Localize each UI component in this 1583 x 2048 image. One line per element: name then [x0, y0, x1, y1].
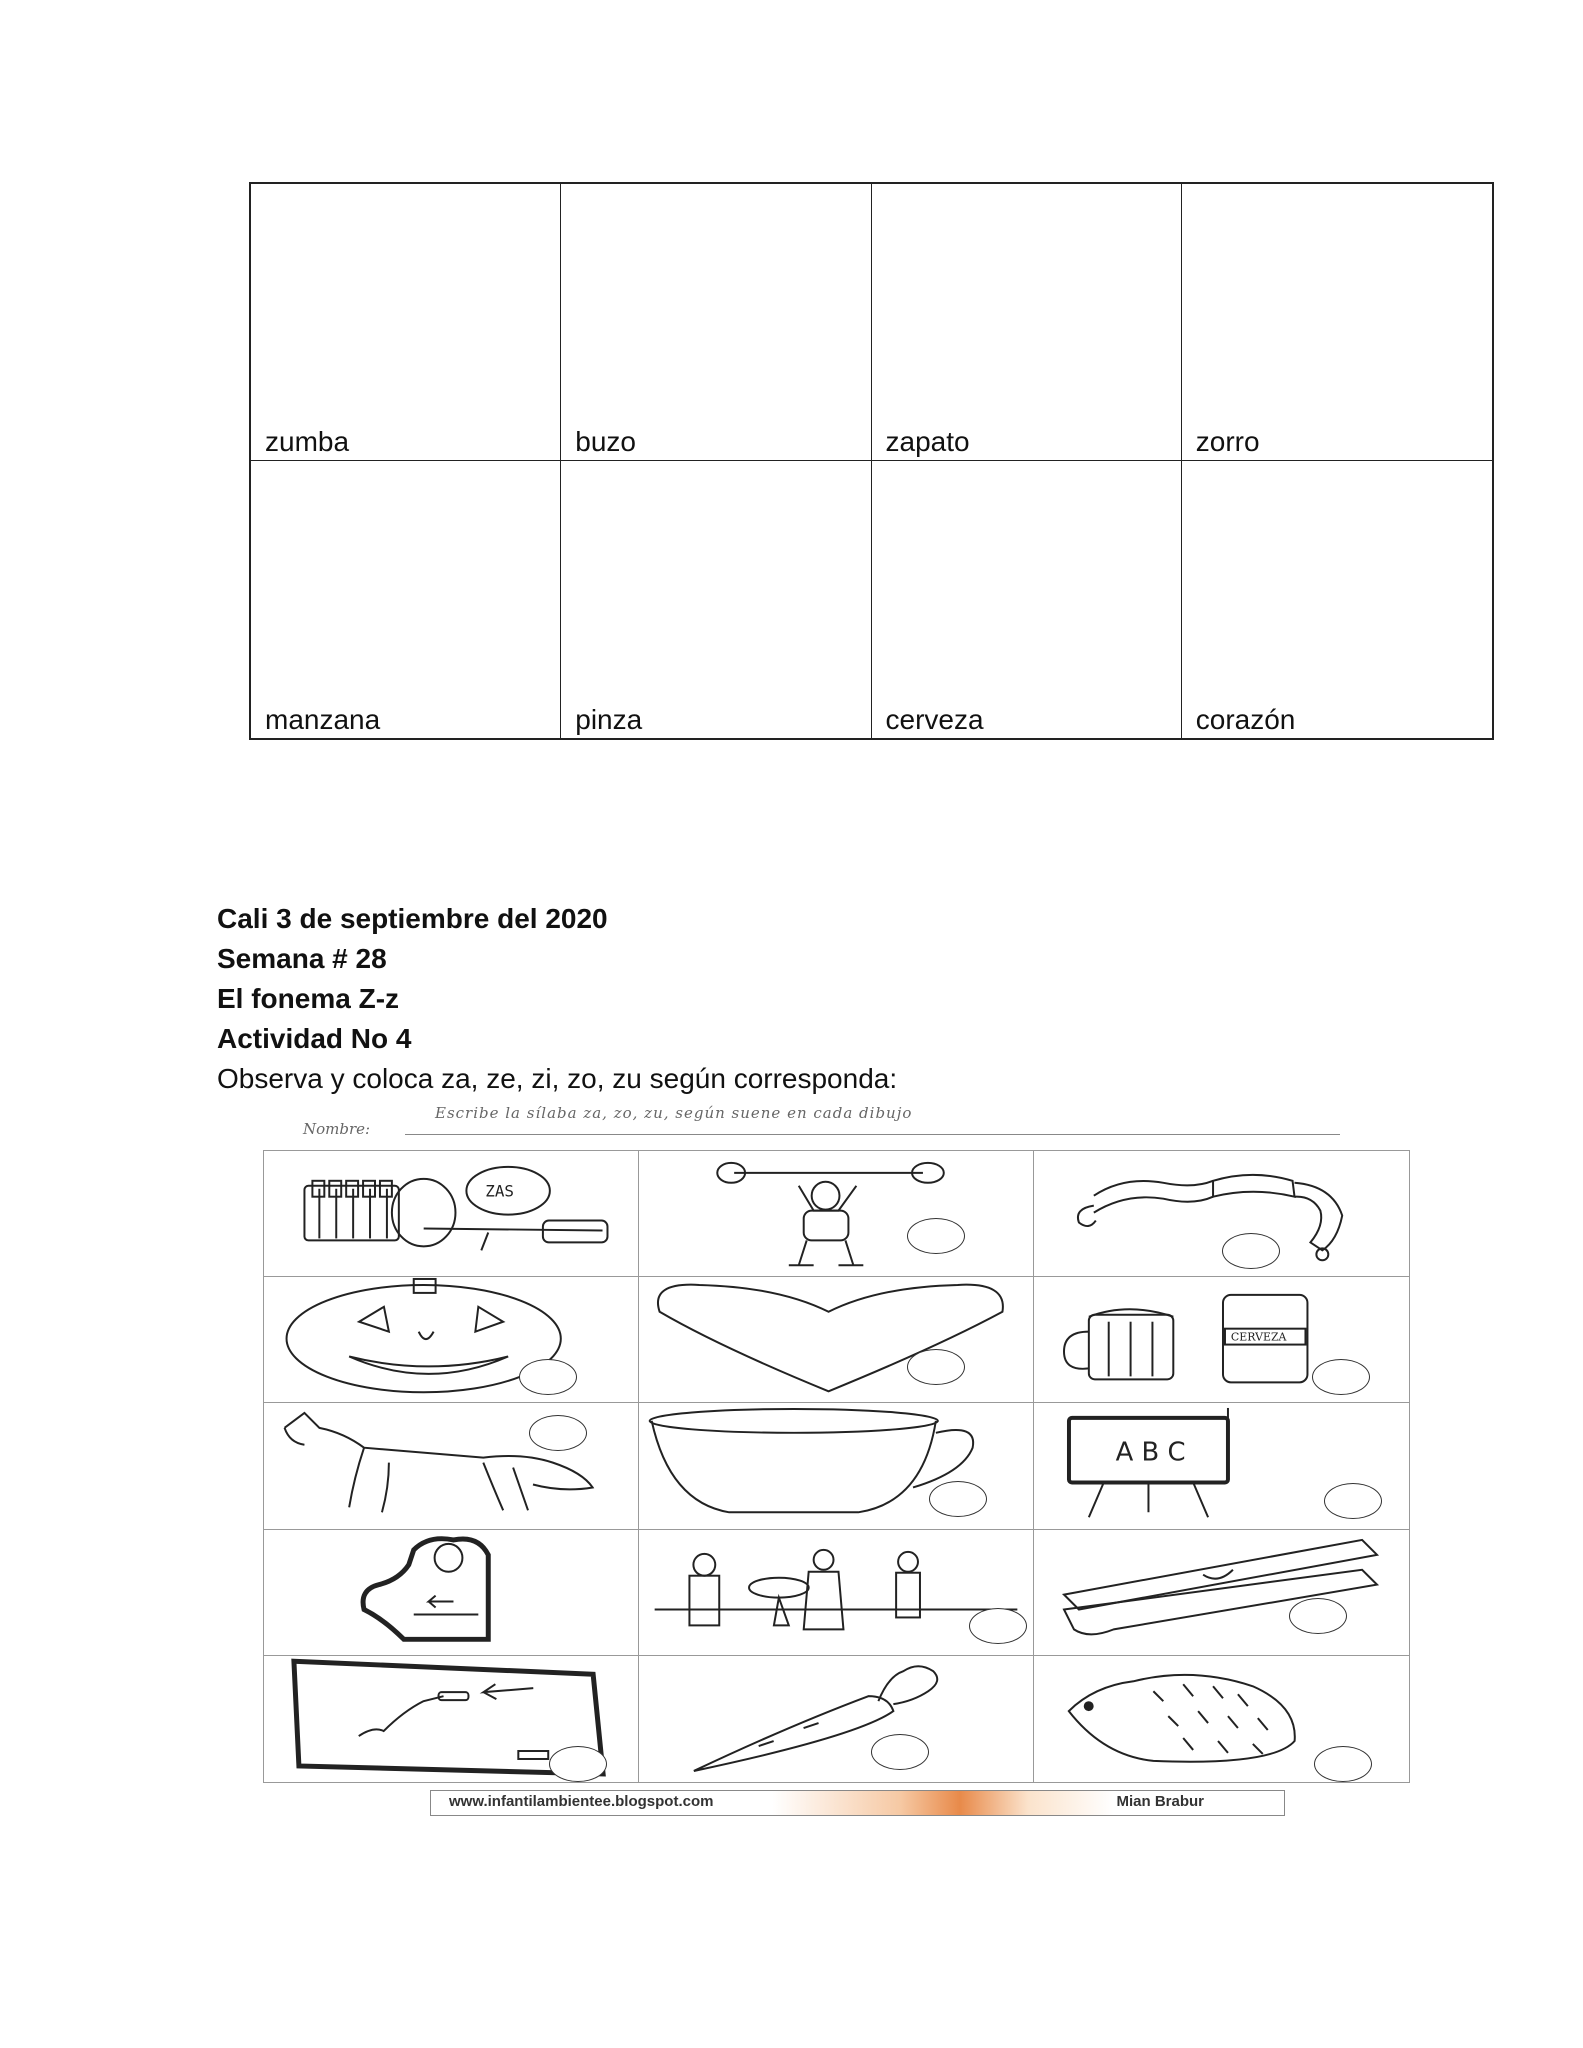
topic-line: El fonema Z-z: [217, 983, 400, 1014]
answer-circle[interactable]: [549, 1746, 607, 1782]
picture-cell-lock-key: [264, 1151, 639, 1277]
picture-cell-belly: [264, 1530, 639, 1656]
answer-circle[interactable]: [519, 1359, 577, 1395]
answer-circle[interactable]: [907, 1349, 965, 1385]
footer-author: Mian Brabur: [1116, 1793, 1204, 1810]
picture-cell-baptism: [639, 1530, 1034, 1656]
picture-cell-hedgehog: [1034, 1656, 1409, 1782]
answer-circle[interactable]: [969, 1608, 1027, 1644]
lock-key-icon: [264, 1151, 638, 1276]
week-line: Semana # 28: [217, 943, 387, 974]
answer-circle[interactable]: [1289, 1598, 1347, 1634]
picture-cell-pumpkin: [264, 1277, 639, 1403]
can-label: CERVEZA: [1230, 1330, 1287, 1344]
weightlifter-icon: [639, 1151, 1033, 1276]
word-cell: [251, 184, 561, 461]
word-label: manzana: [265, 704, 381, 736]
board-letters: A B C: [1115, 1438, 1186, 1469]
word-label: pinza: [575, 704, 643, 736]
answer-circle[interactable]: [907, 1218, 965, 1254]
word-cell: [561, 461, 871, 738]
carrot-icon: [639, 1656, 1033, 1782]
picture-cell-sausages: [1034, 1151, 1409, 1277]
pumpkin-icon: [264, 1277, 638, 1402]
word-cell: [1182, 461, 1492, 738]
picture-cell-carrot: [639, 1656, 1034, 1782]
answer-circle[interactable]: [1314, 1746, 1372, 1782]
word-cell: [872, 461, 1182, 738]
picture-cell-chalkboard: [1034, 1403, 1409, 1529]
word-table: [249, 182, 1494, 740]
heart-icon: [639, 1277, 1033, 1402]
instruction-line: Observa y coloca za, ze, zi, zo, zu según corresponda:: [217, 1063, 898, 1094]
date-line: Cali 3 de septiembre del 2020: [217, 903, 608, 934]
picture-cell-clothespin: [1034, 1530, 1409, 1656]
picture-cell-chalk-board: [264, 1656, 639, 1782]
sausages-icon: [1034, 1151, 1409, 1276]
picture-cell-cup: [639, 1403, 1034, 1529]
belly-icon: [264, 1530, 638, 1655]
picture-cell-beer: [1034, 1277, 1409, 1403]
word-cell: [872, 184, 1182, 461]
answer-circle[interactable]: [1312, 1359, 1370, 1395]
answer-circle[interactable]: [1222, 1233, 1280, 1269]
picture-cell-heart: [639, 1277, 1034, 1403]
word-cell: [561, 184, 871, 461]
name-line: [405, 1134, 1340, 1135]
word-label: zorro: [1195, 426, 1260, 458]
activity-line: Actividad No 4: [217, 1023, 412, 1054]
footer-banner: [430, 1790, 1285, 1816]
picture-cell-weightlifter: [639, 1151, 1034, 1277]
word-label: cerveza: [885, 704, 984, 736]
word-cell: [251, 461, 561, 738]
footer-url: www.infantilambientee.blogspot.com: [449, 1793, 714, 1810]
worksheet-subtitle: Escribe la sílaba za, zo, zu, según suene en cada dibujo: [435, 1104, 913, 1122]
key-label: ZAS: [485, 1181, 514, 1201]
word-label: buzo: [575, 426, 636, 458]
name-label: Nombre:: [303, 1120, 371, 1138]
worksheet-grid: [263, 1150, 1410, 1783]
word-label: corazón: [1195, 704, 1296, 736]
word-label: zumba: [265, 426, 350, 458]
clothespin-icon: [1034, 1530, 1409, 1655]
activity-heading: [217, 899, 897, 1099]
word-cell: [1182, 184, 1492, 461]
word-label: zapato: [885, 426, 970, 458]
picture-cell-fox: [264, 1403, 639, 1529]
answer-circle[interactable]: [871, 1734, 929, 1770]
